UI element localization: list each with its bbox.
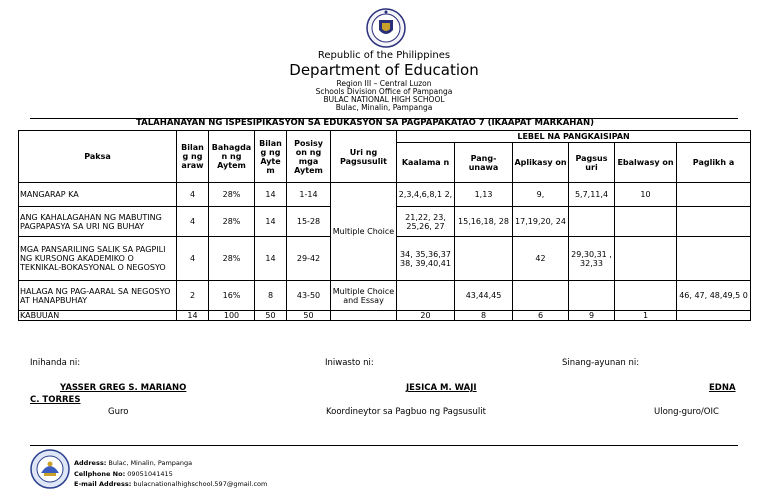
header-aplikasyon: Aplikasy on: [513, 143, 569, 183]
row-ebalwasyon: [615, 237, 677, 281]
prepared-by-role: Guro: [108, 407, 129, 417]
row-aytem: 14: [255, 183, 287, 207]
row-pang-unawa: 43,44,45: [455, 281, 513, 311]
row-aplikasyon: 9,: [513, 183, 569, 207]
total-pang-unawa: 8: [455, 311, 513, 321]
header-bilang-araw: Bilan g ng araw: [177, 131, 209, 183]
row-aytem: 14: [255, 207, 287, 237]
row-pang-unawa: [455, 237, 513, 281]
division-line: Schools Division Office of Pampanga: [315, 87, 453, 96]
approved-by-name-first: EDNA: [709, 383, 736, 393]
row-paksa: ANG KAHALAGAHAN NG MABUTING PAGPAPASYA SA URI NG BUHAY: [19, 207, 177, 237]
footer-phone-label: Cellphone No:: [74, 470, 126, 478]
header-pang-unawa: Pang-unawa: [455, 143, 513, 183]
row-pagsusuri: [569, 281, 615, 311]
total-posisyon: 50: [287, 311, 331, 321]
footer-email-label: E-mail Address:: [74, 480, 132, 488]
header-posisyon: Posisy on ng mga Aytem: [287, 131, 331, 183]
row-aytem: 8: [255, 281, 287, 311]
school-address: Bulac, Minalin, Pampanga: [335, 103, 433, 112]
row-paksa: MGA PANSARILING SALIK SA PAGPILI NG KURSONG AKADEMIKO O TEKNIKAL-BOKASYONAL O NEGOSYO: [19, 237, 177, 281]
approved-by-label: Sinang-ayunan ni:: [562, 358, 640, 368]
footer-address-label: Address:: [74, 459, 107, 467]
total-kaalaman: 20: [397, 311, 455, 321]
footer-phone-value: 09051041415: [127, 470, 173, 478]
table-row: [19, 281, 751, 311]
row-posisyon: 29-42: [287, 237, 331, 281]
header-ebalwasyon: Ebalwasy on: [615, 143, 677, 183]
department-name: Department of Education: [289, 61, 479, 79]
footer-address: [74, 459, 192, 467]
approved-by-name-last: C. TORRES: [30, 395, 81, 405]
region-line: Region III – Central Luzon: [336, 79, 432, 88]
prepared-by-name: YASSER GREG S. MARIANO: [60, 383, 187, 393]
total-aytem: 50: [255, 311, 287, 321]
row-pagsusuri: [569, 207, 615, 237]
row-posisyon: 1-14: [287, 183, 331, 207]
row-kaalaman: 2,3,4,6,8,1 2,: [397, 183, 455, 207]
school-seal: [30, 449, 70, 489]
header-bahagdan: Bahagda n ng Aytem: [209, 131, 255, 183]
checked-by-role: Koordineytor sa Pagbuo ng Pagsusulit: [326, 407, 486, 417]
row-paksa: MANGARAP KA: [19, 183, 177, 207]
table-row: [19, 183, 751, 207]
row-araw: 4: [177, 207, 209, 237]
row-aplikasyon: 42: [513, 237, 569, 281]
school-name: BULAC NATIONAL HIGH SCHOOL: [323, 95, 445, 104]
row-araw: 4: [177, 237, 209, 281]
row-paglikha: [677, 183, 751, 207]
footer-address-value: Bulac, Minalin, Pampanga: [108, 459, 193, 467]
republic-line: Republic of the Philippines: [317, 50, 451, 61]
row-kaalaman: 34, 35,36,37 38, 39,40,41: [397, 237, 455, 281]
row-posisyon: 43-50: [287, 281, 331, 311]
deped-seal: [366, 8, 406, 48]
footer-email: [74, 480, 267, 488]
row-ebalwasyon: [615, 207, 677, 237]
total-ebalwasyon: 1: [615, 311, 677, 321]
approved-by-role: Ulong-guro/OIC: [654, 407, 719, 417]
row-aplikasyon: 17,19,20, 24: [513, 207, 569, 237]
header-pagsusuri: Pagsus uri: [569, 143, 615, 183]
row-paksa: HALAGA NG PAG-AARAL SA NEGOSYO AT HANAPBUHAY: [19, 281, 177, 311]
row-paglikha: [677, 207, 751, 237]
header-lebel: LEBEL NA PANGKAISIPAN: [397, 131, 751, 143]
row-kaalaman: 21,22, 23, 25,26, 27: [397, 207, 455, 237]
header-bilang-aytem: Bilan g ng Ayte m: [255, 131, 287, 183]
row-pagsusuri: 29,30,31 , 32,33: [569, 237, 615, 281]
header-kaalaman: Kaalama n: [397, 143, 455, 183]
total-araw: 14: [177, 311, 209, 321]
document-title: TALAHANAYAN NG ISPESIPIKASYON SA EDUKASYON SA PAGPAPAKATAO 7 (IKAAPAT MARKAHAN): [136, 118, 594, 128]
row-aytem: 14: [255, 237, 287, 281]
row-uri-multiple-choice: Multiple Choice: [331, 183, 397, 281]
header-paksa: Paksa: [19, 131, 177, 183]
row-uri-multiple-choice-essay: Multiple Choice and Essay: [331, 281, 397, 311]
row-bahagdan: 16%: [209, 281, 255, 311]
row-aplikasyon: [513, 281, 569, 311]
footer-email-value: bulacnationalhighschool.597@gmail.com: [133, 480, 268, 488]
row-paglikha: [677, 237, 751, 281]
row-bahagdan: 28%: [209, 237, 255, 281]
prepared-by-label: Inihanda ni:: [30, 358, 81, 368]
row-araw: 2: [177, 281, 209, 311]
row-pang-unawa: 1,13: [455, 183, 513, 207]
row-bahagdan: 28%: [209, 183, 255, 207]
footer-phone: [74, 470, 173, 478]
total-bahagdan: 100: [209, 311, 255, 321]
total-label: KABUUAN: [19, 311, 177, 321]
total-paglikha: [677, 311, 751, 321]
header-paglikha: Paglikh a: [677, 143, 751, 183]
total-aplikasyon: 6: [513, 311, 569, 321]
row-ebalwasyon: 10: [615, 183, 677, 207]
row-posisyon: 15-28: [287, 207, 331, 237]
row-bahagdan: 28%: [209, 207, 255, 237]
row-pang-unawa: 15,16,18, 28: [455, 207, 513, 237]
row-pagsusuri: 5,7,11,4: [569, 183, 615, 207]
footer-divider: [30, 445, 738, 446]
row-ebalwasyon: [615, 281, 677, 311]
total-row: [19, 311, 751, 321]
row-paglikha: 46, 47, 48,49,5 0: [677, 281, 751, 311]
row-kaalaman: [397, 281, 455, 311]
specification-table: [18, 130, 751, 321]
row-araw: 4: [177, 183, 209, 207]
total-uri: [331, 311, 397, 321]
checked-by-name: JESICA M. WAJI: [406, 383, 477, 393]
total-pagsusuri: 9: [569, 311, 615, 321]
checked-by-label: Iniwasto ni:: [325, 358, 374, 368]
header-uri: Uri ng Pagsusulit: [331, 131, 397, 183]
